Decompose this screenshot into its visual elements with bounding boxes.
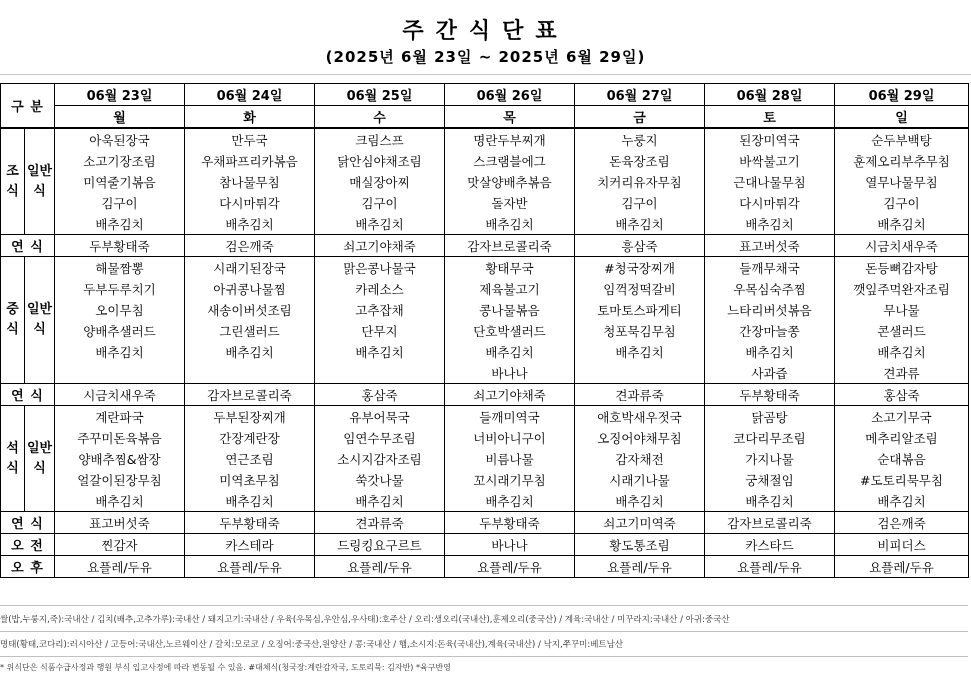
snack-item: 드링킹요구르트 [315,534,445,556]
soft-meal-item: 시금치새우죽 [55,384,185,406]
menu-item: 순대볶음 [835,448,969,469]
menu-item: 배추김치 [315,213,445,235]
lunch-soft-label: 연 식 [1,384,55,406]
menu-item: 만두국 [185,128,315,150]
menu-item: 그린샐러드 [185,320,315,341]
date-row [1,84,969,106]
lunch-menu-row [1,278,969,299]
menu-item: 두부된장찌개 [185,406,315,428]
soft-meal-item: 쇠고기미역죽 [575,512,705,534]
weekday-row [1,106,969,129]
breakfast-general-label: 일반식 [25,128,55,235]
dinner-general-label: 일반식 [25,406,55,512]
menu-item: 훈제오리부추무침 [835,150,969,171]
menu-item: 배추김치 [185,213,315,235]
menu-item: 배추김치 [835,341,969,362]
menu-item: 아귀콩나물찜 [185,278,315,299]
divider [0,656,968,657]
snack-am-label: 오 전 [1,534,55,556]
snack-item: 비피더스 [835,534,969,556]
menu-item: 김구이 [835,192,969,213]
menu-item: 단무지 [315,320,445,341]
divider [0,74,971,75]
menu-item [575,362,705,384]
menu-item: 맑은콩나물국 [315,257,445,279]
weekday-header: 금 [575,106,705,129]
menu-item: 배추김치 [315,341,445,362]
menu-item: 배추김치 [835,490,969,512]
menu-item: 치커리유자무침 [575,171,705,192]
soft-meal-item: 감자브로콜리죽 [445,235,575,257]
menu-item: 닭안심야채조림 [315,150,445,171]
soft-meal-item: 두부황태죽 [705,384,835,406]
menu-item: 소고기장조림 [55,150,185,171]
snack-item: 요플레/두유 [315,556,445,578]
menu-item: 얼갈이된장무침 [55,469,185,490]
menu-item: 사과즙 [705,362,835,384]
date-header: 06월 24일 [185,84,315,106]
menu-item: 주꾸미돈육볶음 [55,427,185,448]
dinner-menu-row [1,448,969,469]
lunch-general-label: 일반식 [25,257,55,384]
snack-item: 요플레/두유 [55,556,185,578]
dinner-soft-row [1,512,969,534]
soft-meal-item: 홍삼죽 [315,384,445,406]
menu-item: 배추김치 [445,490,575,512]
dinner-menu-row [1,406,969,428]
soft-meal-item: 표고버섯죽 [705,235,835,257]
menu-item: 배추김치 [705,341,835,362]
menu-item: 연근조림 [185,448,315,469]
weekday-header: 월 [55,106,185,129]
soft-meal-item: 표고버섯죽 [55,512,185,534]
menu-item: 참나물무침 [185,171,315,192]
snack-item: 카스테라 [185,534,315,556]
lunch-menu-row [1,362,969,384]
breakfast-menu-row [1,150,969,171]
menu-item: 카레소스 [315,278,445,299]
menu-item: 배추김치 [185,490,315,512]
soft-meal-item: 두부황태죽 [445,512,575,534]
date-header: 06월 26일 [445,84,575,106]
menu-item: 우채파프리카볶음 [185,150,315,171]
menu-item: 해물짬뽕 [55,257,185,279]
menu-item: 열무나물무침 [835,171,969,192]
menu-item: 배추김치 [835,213,969,235]
soft-meal-item: 쇠고기야채죽 [315,235,445,257]
snack-pm-row [1,556,969,578]
menu-item: 순두부백탕 [835,128,969,150]
soft-meal-item: 쇠고기야채죽 [445,384,575,406]
menu-item: 김구이 [315,192,445,213]
menu-item: 배추김치 [315,490,445,512]
breakfast-menu-row [1,192,969,213]
weekly-menu-table [0,83,969,578]
menu-item: 제육불고기 [445,278,575,299]
menu-item: 유부어묵국 [315,406,445,428]
menu-item: 누룽지 [575,128,705,150]
menu-item: 깻잎주먹완자조림 [835,278,969,299]
menu-item: 토마토스파게티 [575,299,705,320]
soft-meal-item: 검은깨죽 [835,512,969,534]
menu-item: 오징어야채무침 [575,427,705,448]
menu-item: 청포묵김무침 [575,320,705,341]
menu-item: 소고기무국 [835,406,969,428]
date-header: 06월 27일 [575,84,705,106]
menu-item: 콩나물볶음 [445,299,575,320]
menu-item: 너비아니구이 [445,427,575,448]
menu-item: 들깨미역국 [445,406,575,428]
menu-item [55,362,185,384]
soft-meal-item: 검은깨죽 [185,235,315,257]
soft-meal-item: 견과류죽 [315,512,445,534]
lunch-menu-row [1,299,969,320]
menu-item: 맛살양배추볶음 [445,171,575,192]
menu-item: #청국장찌개 [575,257,705,279]
menu-item: 미역초무침 [185,469,315,490]
snack-item: 카스타드 [705,534,835,556]
breakfast-soft-row [1,235,969,257]
menu-item: 가지나물 [705,448,835,469]
breakfast-menu-row [1,171,969,192]
lunch-label: 중식 [1,257,25,384]
weekday-header: 화 [185,106,315,129]
origin-note: 쌀(밥,누룽지,죽):국내산 / 김치(배추,고추가루):국내산 / 돼지고기:국내산 / 우육(우목심,우안심,우사태):호주산 / 오리:생오리(국내산),훈제오리(중국산) / 계육:국내산 / 미꾸라지:국내산 / 아귀:중국산 [0,615,730,625]
menu-item: 고추잡채 [315,299,445,320]
snack-item: 요플레/두유 [185,556,315,578]
weekday-header: 목 [445,106,575,129]
menu-item: 배추김치 [445,213,575,235]
menu-item: 배추김치 [55,213,185,235]
menu-item: 시래기나물 [575,469,705,490]
lunch-menu-row [1,257,969,279]
snack-item: 요플레/두유 [575,556,705,578]
breakfast-menu-row [1,128,969,150]
menu-item [185,362,315,384]
soft-meal-item: 두부황태죽 [55,235,185,257]
menu-item: 된장미역국 [705,128,835,150]
menu-item: 돌자반 [445,192,575,213]
footer-note: * 위식단은 식품수급사정과 행원 부식 입고사정에 따라 변동될 수 있음. #대체식(청국장:계란감자국, 도토리묵: 김자반) *육구반영 [0,663,451,672]
snack-item: 요플레/두유 [835,556,969,578]
lunch-soft-row [1,384,969,406]
breakfast-label: 조식 [1,128,25,235]
menu-item [315,362,445,384]
menu-period: (2025년 6월 23일 ~ 2025년 6월 29일) [325,48,646,66]
menu-item: 매실장아찌 [315,171,445,192]
menu-item: 명란두부찌개 [445,128,575,150]
menu-item: 쑥갓나물 [315,469,445,490]
menu-item: 배추김치 [445,341,575,362]
menu-item: 느타리버섯볶음 [705,299,835,320]
menu-item: 코다리무조림 [705,427,835,448]
menu-item: 황태무국 [445,257,575,279]
dinner-soft-label: 연 식 [1,512,55,534]
divider [0,605,968,606]
soft-meal-item: 홍삼죽 [835,384,969,406]
menu-item: 무나물 [835,299,969,320]
soft-meal-item: 감자브로콜리죽 [185,384,315,406]
weekday-header: 수 [315,106,445,129]
menu-item: 단호박샐러드 [445,320,575,341]
origin-note: 명태(황태,코다리):러시아산 / 고등어:국내산,노르웨이산 / 갈치:모로코 / 오징어:중국산,원양산 / 콩:국내산 / 햄,소시지:돈육(국내산),계육(국내산) / 낙지,쭈꾸미:베트남산 [0,640,624,650]
menu-item: 돈육장조림 [575,150,705,171]
date-header: 06월 29일 [835,84,969,106]
snack-pm-label: 오 후 [1,556,55,578]
lunch-menu-row [1,341,969,362]
dinner-label: 석식 [1,406,25,512]
menu-item: 미역줄기볶음 [55,171,185,192]
menu-item: 새송이버섯조림 [185,299,315,320]
menu-item: 견과류 [835,362,969,384]
menu-item: 배추김치 [575,341,705,362]
dinner-menu-row [1,469,969,490]
menu-item: 바나나 [445,362,575,384]
category-header: 구 분 [1,84,55,129]
menu-item: 바싹불고기 [705,150,835,171]
breakfast-menu-row [1,213,969,235]
menu-item: 우목심숙주찜 [705,278,835,299]
page-title: 주간식단표 [402,19,569,44]
lunch-menu-row [1,320,969,341]
divider [0,631,968,632]
breakfast-soft-label: 연 식 [1,235,55,257]
dinner-menu-row [1,427,969,448]
menu-item: 비름나물 [445,448,575,469]
menu-item: 오이무침 [55,299,185,320]
menu-item: #도토리묵무침 [835,469,969,490]
menu-item: 김구이 [575,192,705,213]
menu-item: 배추김치 [185,341,315,362]
menu-item: 양배추찜&쌈장 [55,448,185,469]
soft-meal-item: 시금치새우죽 [835,235,969,257]
snack-item: 바나나 [445,534,575,556]
menu-item: 닭곰탕 [705,406,835,428]
menu-item: 꼬시래기무침 [445,469,575,490]
menu-item: 배추김치 [575,490,705,512]
menu-item: 궁채절임 [705,469,835,490]
date-header: 06월 23일 [55,84,185,106]
date-header: 06월 28일 [705,84,835,106]
menu-item: 임꺽정떡갈비 [575,278,705,299]
menu-item: 아욱된장국 [55,128,185,150]
snack-item: 찐감자 [55,534,185,556]
snack-item: 요플레/두유 [705,556,835,578]
menu-item: 간장계란장 [185,427,315,448]
date-header: 06월 25일 [315,84,445,106]
menu-item: 돈등뼈감자탕 [835,257,969,279]
menu-item: 두부두루치기 [55,278,185,299]
menu-item: 배추김치 [705,490,835,512]
weekday-header: 토 [705,106,835,129]
menu-item: 배추김치 [575,213,705,235]
menu-item: 소시지감자조림 [315,448,445,469]
snack-am-row [1,534,969,556]
menu-item: 배추김치 [55,341,185,362]
menu-item: 크림스프 [315,128,445,150]
menu-item: 근대나물무침 [705,171,835,192]
menu-item: 계란파국 [55,406,185,428]
soft-meal-item: 견과류죽 [575,384,705,406]
menu-item: 메추리알조림 [835,427,969,448]
menu-item: 들깨무채국 [705,257,835,279]
soft-meal-item: 흥삼죽 [575,235,705,257]
soft-meal-item: 감자브로콜리죽 [705,512,835,534]
menu-item: 스크램블에그 [445,150,575,171]
snack-item: 황도통조림 [575,534,705,556]
menu-item: 간장마늘쫑 [705,320,835,341]
weekday-header: 일 [835,106,969,129]
menu-item: 콘샐러드 [835,320,969,341]
menu-item: 다시마튀각 [705,192,835,213]
menu-item: 배추김치 [55,490,185,512]
menu-item: 애호박새우젓국 [575,406,705,428]
snack-item: 요플레/두유 [445,556,575,578]
menu-item: 임연수무조림 [315,427,445,448]
menu-item: 배추김치 [705,213,835,235]
dinner-menu-row [1,490,969,512]
soft-meal-item: 두부황태죽 [185,512,315,534]
menu-item: 시래기된장국 [185,257,315,279]
menu-item: 다시마튀각 [185,192,315,213]
menu-item: 감자채전 [575,448,705,469]
menu-item: 양배추샐러드 [55,320,185,341]
menu-item: 김구이 [55,192,185,213]
